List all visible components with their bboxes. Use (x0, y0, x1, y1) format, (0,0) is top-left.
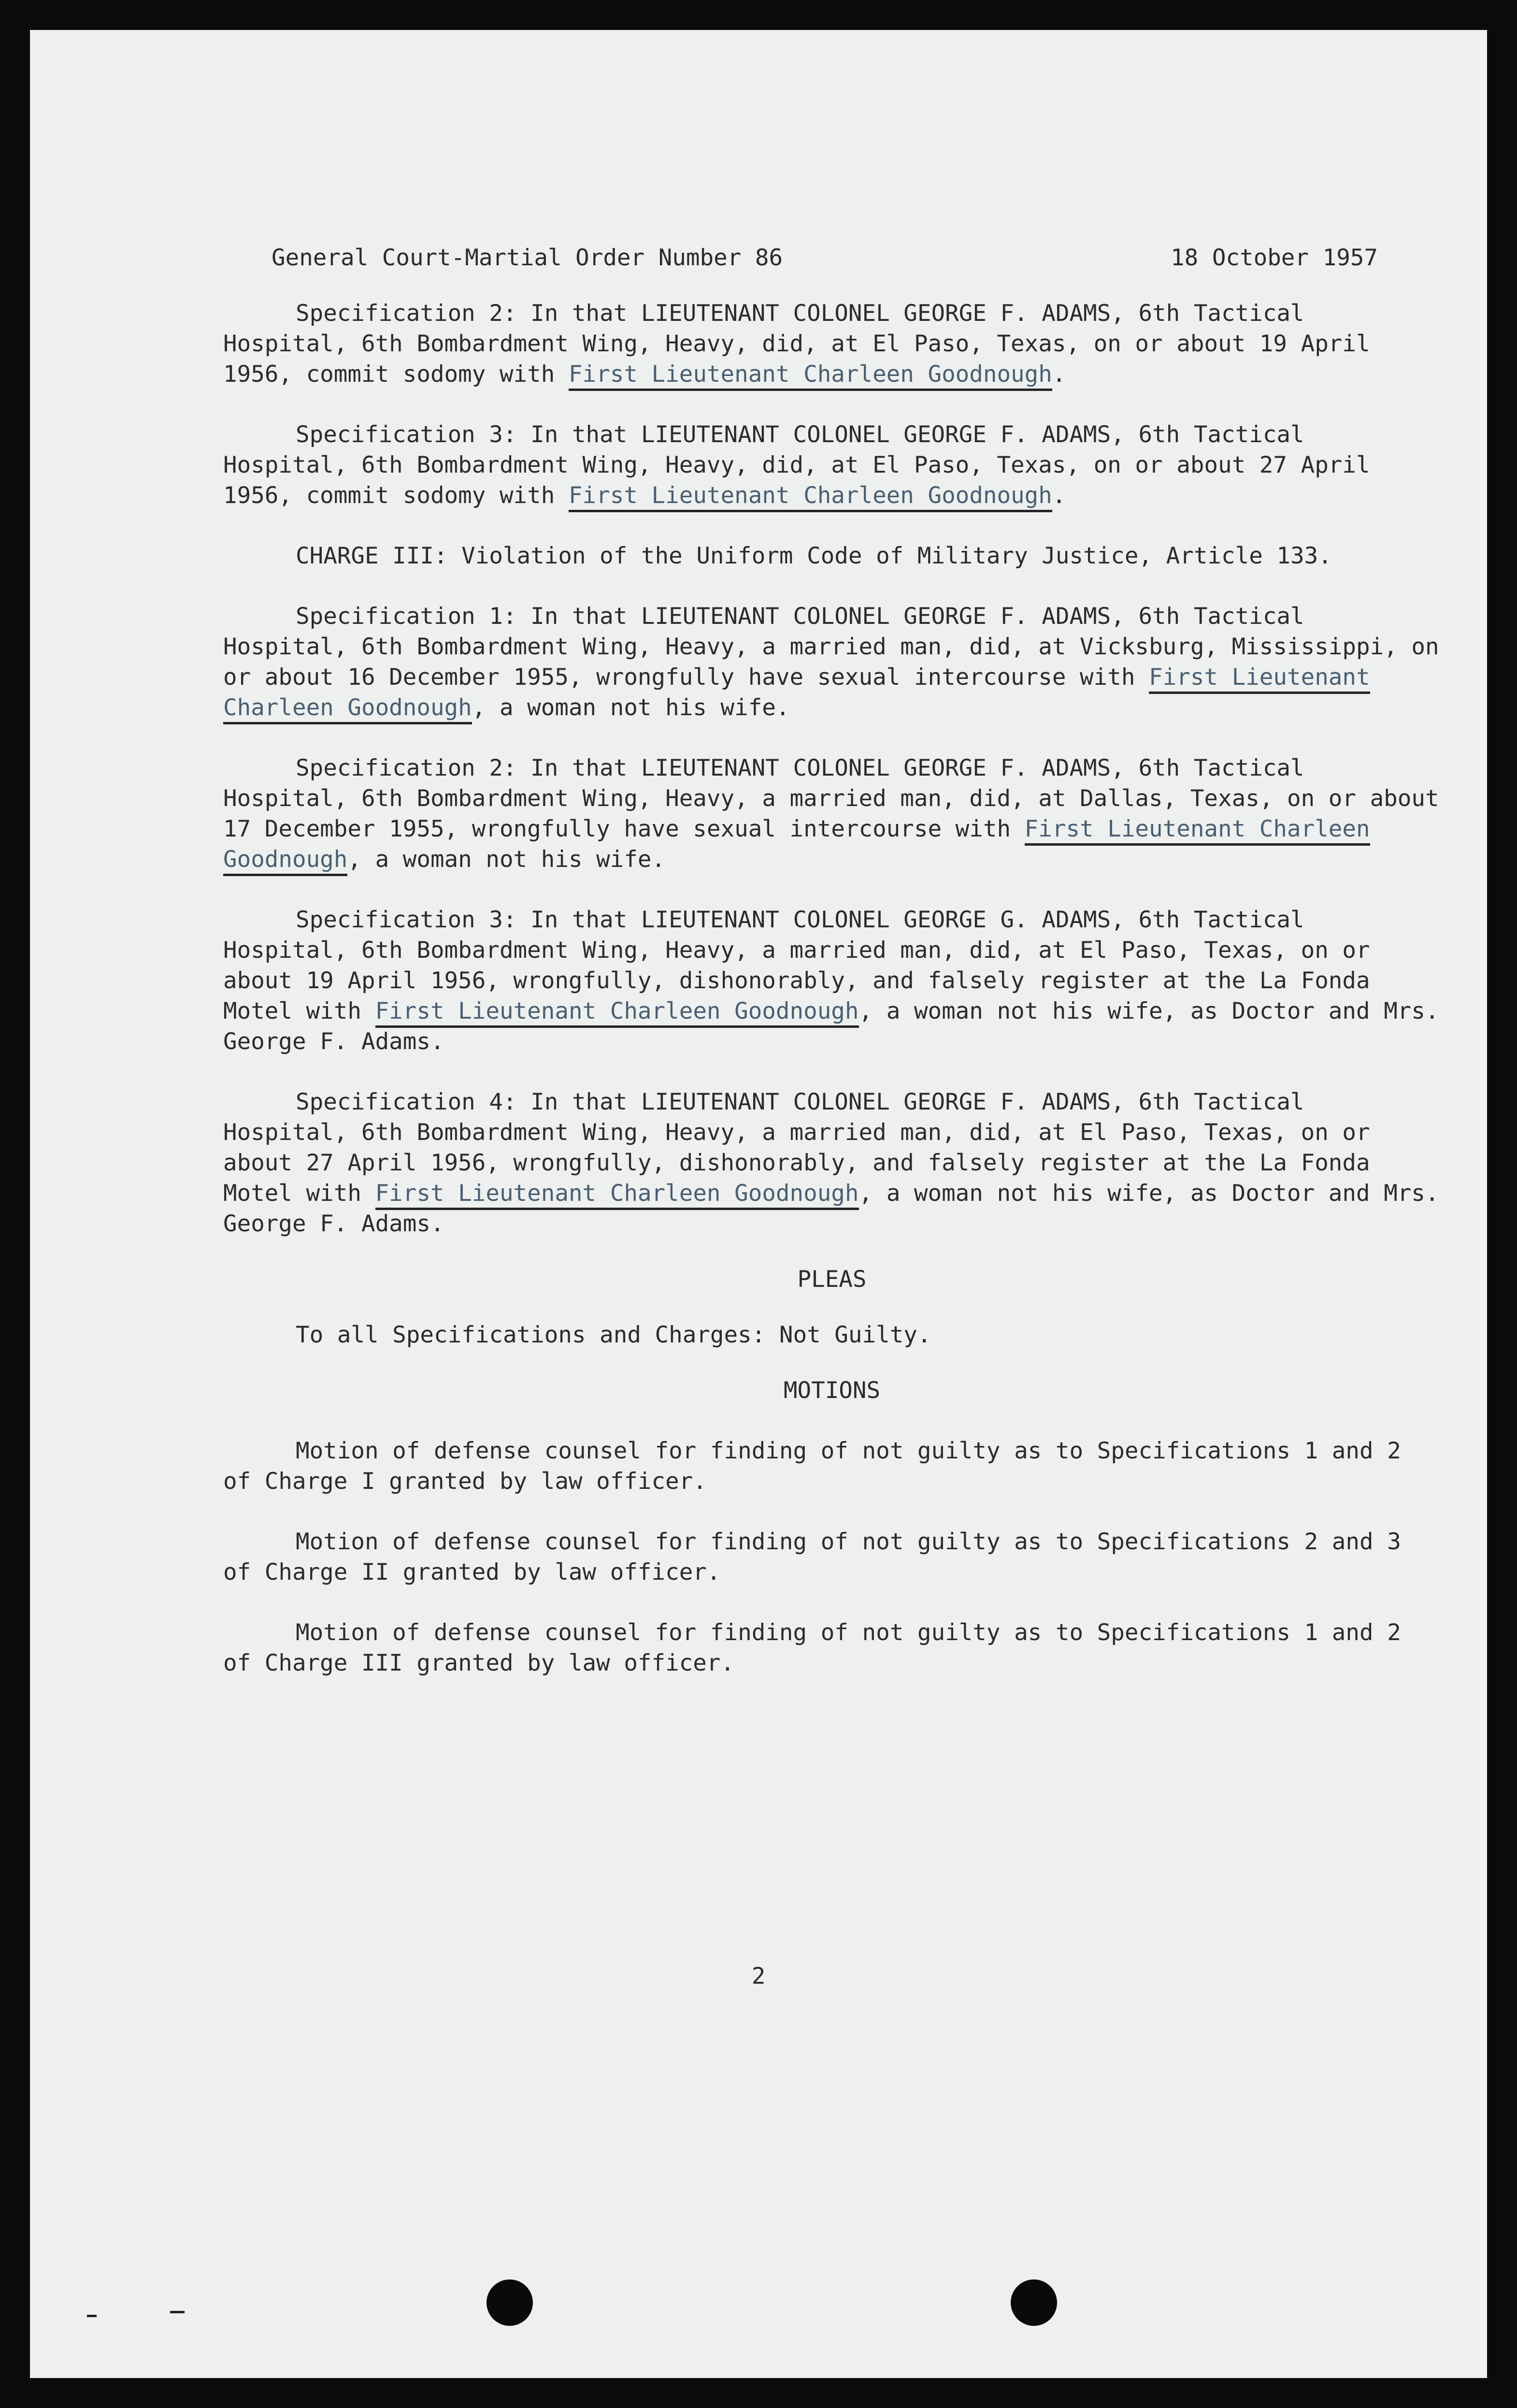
punch-hole-icon (487, 2279, 533, 2326)
handwritten-name: First Lieutenant Charleen Goodnough (223, 664, 1370, 724)
motion-item: Motion of defense counsel for finding of not guilty as to Specifications 1 and 2 of Charge III granted by law officer. (223, 1619, 1401, 1676)
handwritten-name: First Lieutenant Charleen Goodnough (569, 361, 1052, 391)
handwritten-name: First Lieutenant Charleen Goodnough (223, 816, 1370, 876)
typed-body (223, 243, 1441, 1678)
paragraph: Specification 2: In that LIEUTENANT COLONEL GEORGE F. ADAMS, 6th Tactical Hospital, 6th Bombardment Wing, Heavy, a married man, did, at Dallas, Texas, on or about 17 December 1955, wrongfully have sexual intercourse with First Lieutenant Charleen Goodnough, a woman not his wife. (223, 753, 1441, 875)
motions-heading: MOTIONS (783, 1377, 881, 1404)
pleas-text: To all Specifications and Charges: Not Guilty. (296, 1322, 931, 1348)
handwritten-name: First Lieutenant Charleen Goodnough (375, 998, 859, 1028)
order-header (223, 243, 1441, 273)
pleas-heading: PLEAS (797, 1266, 867, 1293)
punch-hole-icon (1011, 2279, 1057, 2326)
page-number: 2 (751, 1963, 766, 1990)
order-title: General Court-Martial Order Number 86 (272, 245, 783, 271)
paragraph: Specification 2: In that LIEUTENANT COLONEL GEORGE F. ADAMS, 6th Tactical Hospital, 6th Bombardment Wing, Heavy, did, at El Paso, Texas, on or about 19 April 1956, commit sodomy with First Lieutenant Charleen Goodnough. (223, 298, 1441, 389)
motion-item: Motion of defense counsel for finding of not guilty as to Specifications 2 and 3 of Charge II granted by law officer. (223, 1528, 1401, 1586)
paragraph: Specification 1: In that LIEUTENANT COLONEL GEORGE F. ADAMS, 6th Tactical Hospital, 6th Bombardment Wing, Heavy, a married man, did, at Vicksburg, Mississippi, on or about 16 December 1955, wrongfully have sexual intercourse with First Lieutenant Charleen Goodnough, a woman not his wife. (223, 601, 1441, 723)
charge-heading: CHARGE III: Violation of the Uniform Code of Military Justice, Article 133. (296, 543, 1332, 569)
handwritten-name: First Lieutenant Charleen Goodnough (375, 1180, 859, 1210)
edge-mark (87, 2315, 97, 2317)
paragraph: Specification 3: In that LIEUTENANT COLONEL GEORGE F. ADAMS, 6th Tactical Hospital, 6th Bombardment Wing, Heavy, did, at El Paso, Texas, on or about 27 April 1956, commit sodomy with First Lieutenant Charleen Goodnough. (223, 419, 1441, 511)
paragraph: Specification 3: In that LIEUTENANT COLONEL GEORGE G. ADAMS, 6th Tactical Hospital, 6th Bombardment Wing, Heavy, a married man, did, at El Paso, Texas, on or about 19 April 1956, wrongfully, dishonorably, and falsely register at the La Fonda Motel with First Lieutenant Charleen Goodnough, a woman not his wife, as Doctor and Mrs. George F. Adams. (223, 907, 1439, 1055)
order-date: 18 October 1957 (1171, 245, 1378, 271)
document-page (30, 30, 1487, 2378)
paragraph: Specification 4: In that LIEUTENANT COLONEL GEORGE F. ADAMS, 6th Tactical Hospital, 6th Bombardment Wing, Heavy, a married man, did, at El Paso, Texas, on or about 27 April 1956, wrongfully, dishonorably, and falsely register at the La Fonda Motel with First Lieutenant Charleen Goodnough, a woman not his wife, as Doctor and Mrs. George F. Adams. (223, 1089, 1439, 1237)
motion-item: Motion of defense counsel for finding of not guilty as to Specifications 1 and 2 of Charge I granted by law officer. (223, 1438, 1401, 1495)
edge-mark (170, 2311, 185, 2313)
handwritten-name: First Lieutenant Charleen Goodnough (569, 482, 1052, 512)
